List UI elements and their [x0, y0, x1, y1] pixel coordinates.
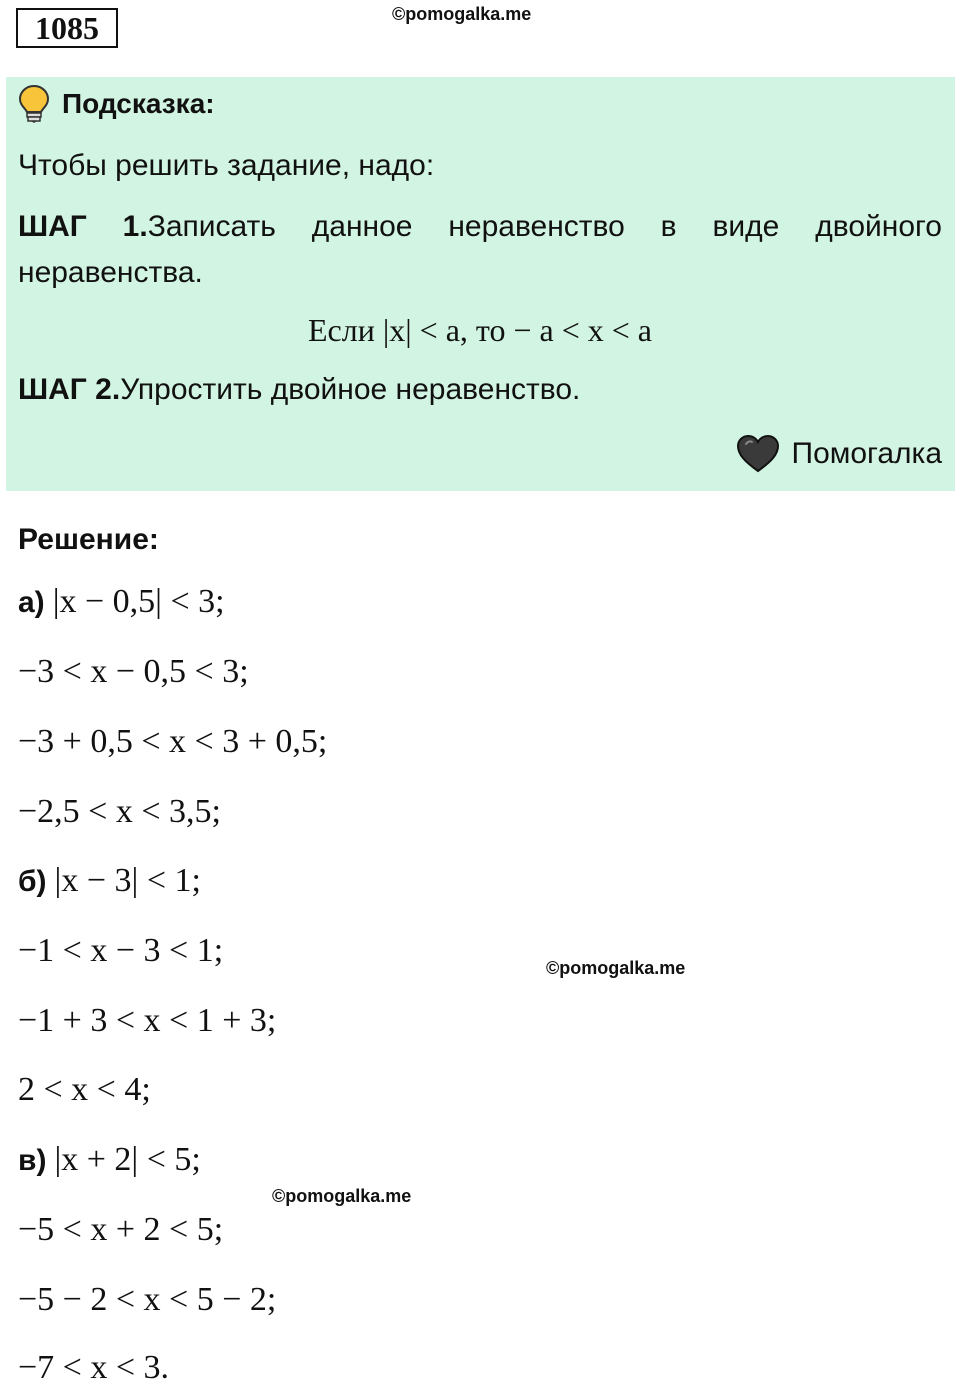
step2-text: Упростить двойное неравенство.	[120, 373, 581, 406]
solution-title: Решение:	[18, 523, 159, 556]
brand-text: Помогалка	[791, 437, 942, 470]
lightbulb-icon	[18, 84, 50, 124]
brand	[736, 432, 943, 476]
part-v-line-1: |x + 2| < 5;	[54, 1141, 201, 1178]
hint-title	[18, 84, 215, 124]
heart-icon	[736, 434, 780, 474]
hint-title-text: Подсказка:	[62, 88, 215, 119]
step2-label: ШАГ 2.	[18, 373, 121, 406]
hint-intro: Чтобы решить задание, надо:	[18, 149, 435, 182]
part-a-line-4: −2,5 < x < 3,5;	[18, 793, 221, 830]
part-v-line-4: −7 < x < 3.	[18, 1349, 170, 1386]
part-label-v: в)	[18, 1144, 47, 1177]
solution-line	[18, 1138, 201, 1183]
watermark-middle: ©pomogalka.me	[546, 958, 686, 978]
part-v-line-2: −5 < x + 2 < 5;	[18, 1211, 224, 1248]
step1-label: ШАГ 1.	[18, 210, 148, 243]
part-a-line-1: |x − 0,5| < 3;	[52, 583, 225, 620]
part-b-line-3: −1 + 3 < x < 1 + 3;	[18, 1002, 277, 1039]
part-v-line-3: −5 − 2 < x < 5 − 2;	[18, 1281, 277, 1318]
hint-step-1	[18, 204, 942, 296]
part-b-line-1: |x − 3| < 1;	[54, 862, 201, 899]
hint-formula: Если |x| < a, то − a < x < a	[307, 312, 652, 348]
part-a-line-3: −3 + 0,5 < x < 3 + 0,5;	[18, 723, 328, 760]
part-label-a: а)	[18, 586, 45, 619]
solution-line	[18, 859, 201, 904]
part-a-line-2: −3 < x − 0,5 < 3;	[18, 653, 249, 690]
hint-step-2	[18, 368, 580, 412]
task-number: 1085	[16, 8, 118, 48]
part-label-b: б)	[18, 865, 47, 898]
watermark-top: ©pomogalka.me	[392, 4, 532, 24]
part-b-line-2: −1 < x − 3 < 1;	[18, 932, 224, 969]
watermark-lower: ©pomogalka.me	[272, 1186, 412, 1206]
step1-text: Записать данное неравенство в виде двойного неравенства.	[18, 210, 942, 289]
solution-line	[18, 580, 225, 625]
part-b-line-4: 2 < x < 4;	[18, 1071, 151, 1108]
